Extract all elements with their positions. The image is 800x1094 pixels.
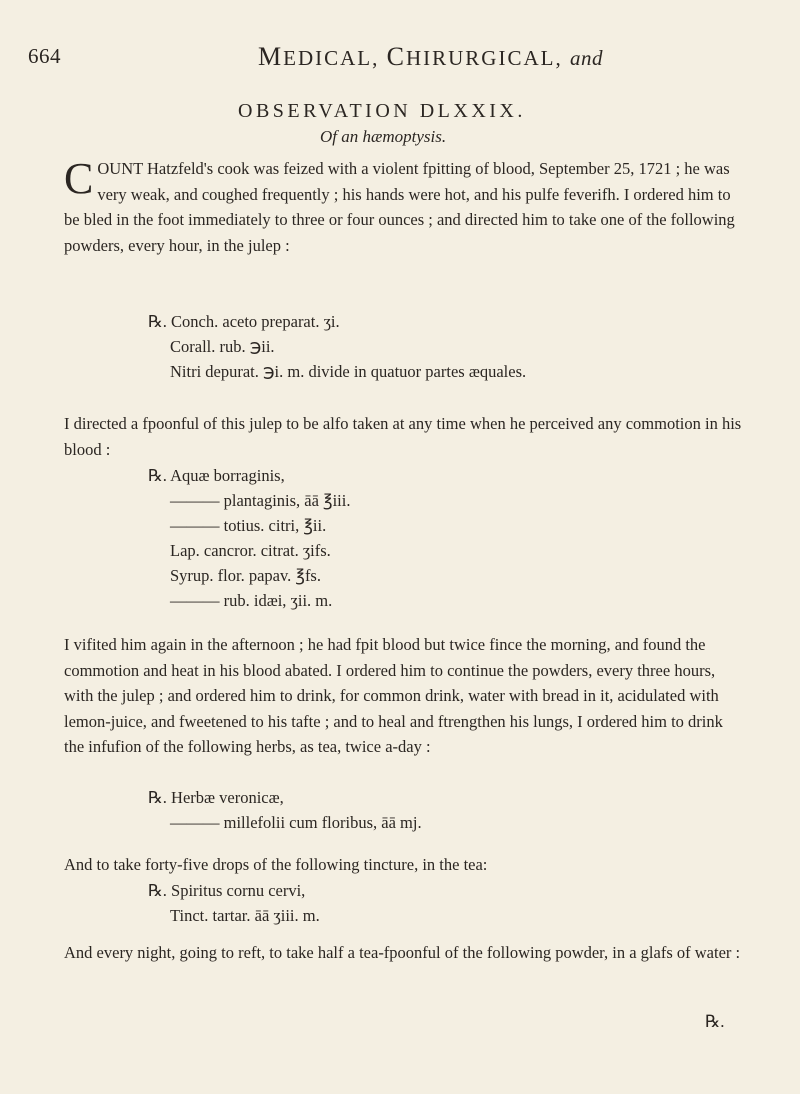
running-head bbox=[258, 42, 603, 72]
running-head-word-1: EDICAL, bbox=[283, 46, 380, 70]
recipe-1-line-2: Corall. rub. ℈ii. bbox=[170, 337, 275, 356]
recipe-1-line-3: Nitri depurat. ℈i. m. divide in quatuor partes æquales. bbox=[170, 362, 527, 381]
running-head-cap-1: M bbox=[258, 42, 284, 71]
paragraph-3: I vifited him again in the afternoon ; he had fpit blood but twice fince the morning, and found the commotion and heat in his blood abated. I ordered him to continue the powders, every three hours, with the julep ; and ordered him to drink, for common drink, water with bread in it, acidulated with lemon-juice, and fweetened to his tafte ; and to heal and ftrengthen his lungs, I ordered him to drink the infufion of the following herbs, as tea, twice a-day : bbox=[64, 635, 723, 756]
paragraph-2: I directed a fpoonful of this julep to be alfo taken at any time when he perceived any commotion in his blood : bbox=[64, 414, 742, 459]
paragraph-1-text: OUNT Hatzfeld's cook was feized with a violent fpitting of blood, September 25, 1721 ; he was very weak, and coughed frequently ; his hands were hot, and his pulfe feverifh. I ordered him to be bled in the foot immediately to three or four ounces ; and directed him to take one of the following powders, every hour, in the julep : bbox=[64, 159, 735, 255]
running-head-cap-2: C bbox=[386, 42, 406, 71]
running-head-and: and bbox=[569, 46, 603, 70]
recipe-2-line-2: ——— plantaginis, āā ℥iii. bbox=[170, 491, 351, 510]
recipe-2-line-5: Syrup. flor. papav. ℥fs. bbox=[170, 566, 321, 585]
recipe-4-line-2: Tinct. tartar. āā ʒiii. m. bbox=[170, 906, 320, 925]
paragraph-5: And every night, going to reft, to take half a tea-fpoonful of the following powder, in a glafs of water : bbox=[64, 943, 741, 962]
paragraph-4: And to take forty-five drops of the following tincture, in the tea: bbox=[64, 855, 488, 874]
page-number: 664 bbox=[28, 44, 61, 68]
drop-cap: C bbox=[64, 154, 94, 203]
paragraph-1 bbox=[64, 156, 744, 258]
observation-subtitle: Of an hæmoptysis. bbox=[320, 127, 447, 146]
recipe-2-line-4: Lap. cancror. citrat. ʒifs. bbox=[170, 541, 331, 560]
recipe-3-line-2: ——— millefolii cum floribus, āā mj. bbox=[170, 813, 422, 832]
observation-title: OBSERVATION DLXXIX. bbox=[238, 100, 526, 122]
catchword: ℞. bbox=[705, 1012, 725, 1031]
recipe-2-line-1: ℞. Aquæ borraginis, bbox=[148, 466, 285, 485]
running-head-word-2: HIRURGICAL, bbox=[405, 46, 563, 70]
recipe-2-line-3: ——— totius. citri, ℥ii. bbox=[170, 516, 327, 535]
recipe-2-line-6: ——— rub. idæi, ʒii. m. bbox=[170, 591, 333, 610]
recipe-4-line-1: ℞. Spiritus cornu cervi, bbox=[148, 881, 306, 900]
recipe-1-line-1: ℞. Conch. aceto preparat. ʒi. bbox=[148, 312, 340, 331]
recipe-3-line-1: ℞. Herbæ veronicæ, bbox=[148, 788, 284, 807]
